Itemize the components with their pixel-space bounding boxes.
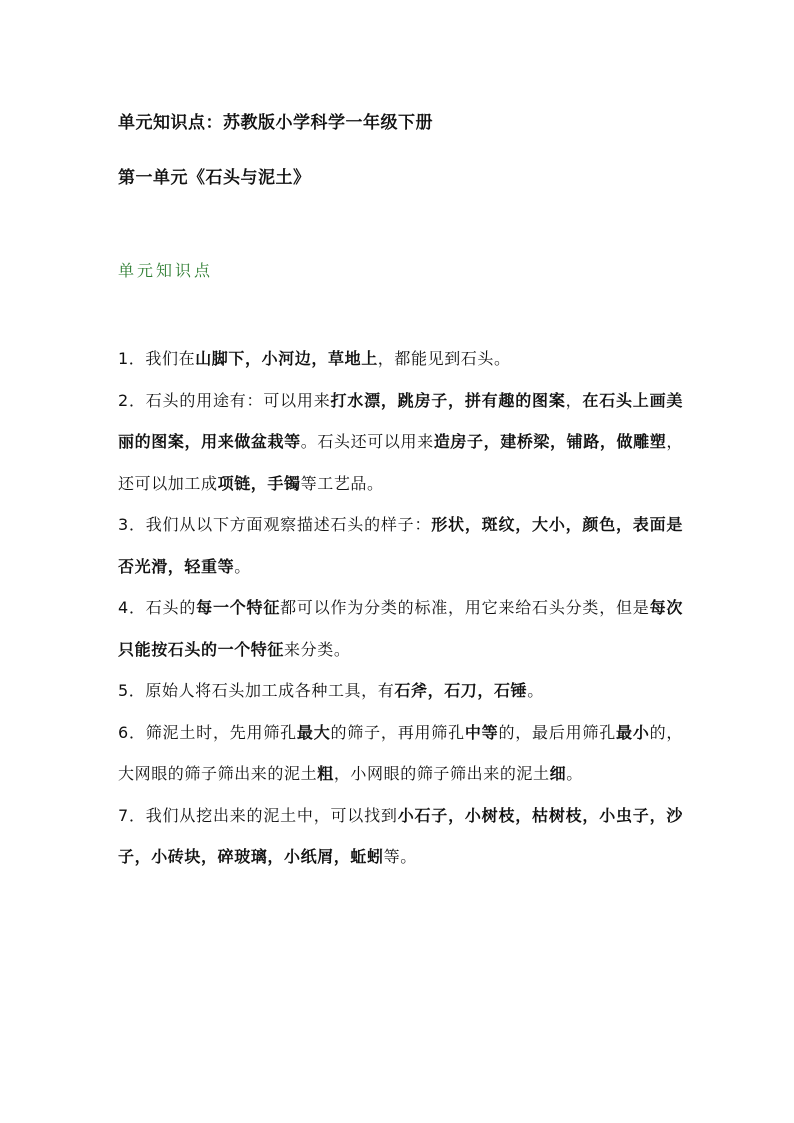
emphasis-text: 中等 [464, 722, 499, 742]
body-text: 5．原始人将石头加工成各种工具，有 [118, 681, 395, 700]
emphasis-text: 小石子，小树枝，枯树枝，小虫子，沙子，小砖块，碎玻璃，小纸屑，蚯蚓 [118, 805, 683, 866]
knowledge-point-3 [118, 504, 683, 587]
body-text: 来分类。 [284, 639, 351, 659]
emphasis-text: 在石头上画美丽的图案，用来做盆栽等 [118, 390, 683, 451]
unit-title: 第一单元《石头与泥土》 [118, 168, 311, 188]
emphasis-text: 最小 [616, 722, 650, 742]
body-text: ，都能见到石头。 [377, 349, 511, 368]
emphasis-text: 每一个特征 [196, 598, 281, 617]
emphasis-text: 山脚下，小河边，草地上 [195, 349, 378, 368]
body-text: 。 [234, 556, 251, 576]
emphasis-text: 石斧，石刀，石锤 [394, 681, 528, 700]
body-text: 的，大网眼的筛子筛出来的泥土 [118, 722, 684, 783]
knowledge-point-7 [118, 795, 683, 878]
body-text: 的筛子，再用筛孔 [330, 722, 465, 742]
knowledge-point-list [118, 338, 683, 878]
body-text: 。石头还可以用来 [300, 432, 434, 451]
knowledge-point-2 [118, 380, 683, 505]
body-text: 都可以作为分类的标准，用它来给石头分类，但是 [280, 598, 650, 617]
body-text: 4．石头的 [118, 598, 197, 617]
body-text: 7．我们从挖出来的泥土中，可以找到 [118, 805, 398, 825]
body-text: ，小网眼的筛子筛出来的泥土 [333, 764, 550, 783]
body-text: 等工艺品。 [300, 473, 384, 493]
body-text: 。 [527, 681, 544, 700]
emphasis-text: 细 [549, 764, 567, 783]
body-text: 6．筛泥土时，先用筛孔 [118, 722, 297, 742]
body-text: ，还可以加工成 [118, 432, 683, 493]
emphasis-text: 每次只能按石头的一个特征 [118, 598, 683, 659]
knowledge-point-6 [118, 712, 683, 795]
emphasis-text: 形状，斑纹，大小，颜色，表面是否光滑，轻重等 [118, 515, 683, 576]
knowledge-point-1 [118, 338, 683, 380]
emphasis-text: 项链，手镯 [217, 473, 301, 493]
emphasis-text: 最大 [296, 722, 331, 742]
emphasis-text: 粗 [317, 764, 334, 783]
body-text: 2．石头的用途有：可以用来 [118, 390, 331, 410]
emphasis-text: 造房子，建桥梁，铺路，做雕塑 [433, 432, 667, 451]
body-text: 1．我们在 [118, 349, 196, 368]
knowledge-point-5 [118, 670, 683, 712]
emphasis-text: 打水漂，跳房子，拼有趣的图案 [330, 390, 566, 410]
body-text: 等。 [383, 847, 417, 866]
body-text: ， [565, 390, 583, 410]
body-text: 3．我们从以下方面观察描述石头的样子： [118, 515, 432, 534]
section-heading: 单元知识点 [118, 261, 214, 280]
body-text: 的，最后用筛孔 [498, 722, 617, 742]
body-text: 。 [566, 764, 583, 783]
knowledge-point-4 [118, 587, 683, 670]
document-title: 单元知识点：苏教版小学科学一年级下册 [118, 113, 433, 133]
